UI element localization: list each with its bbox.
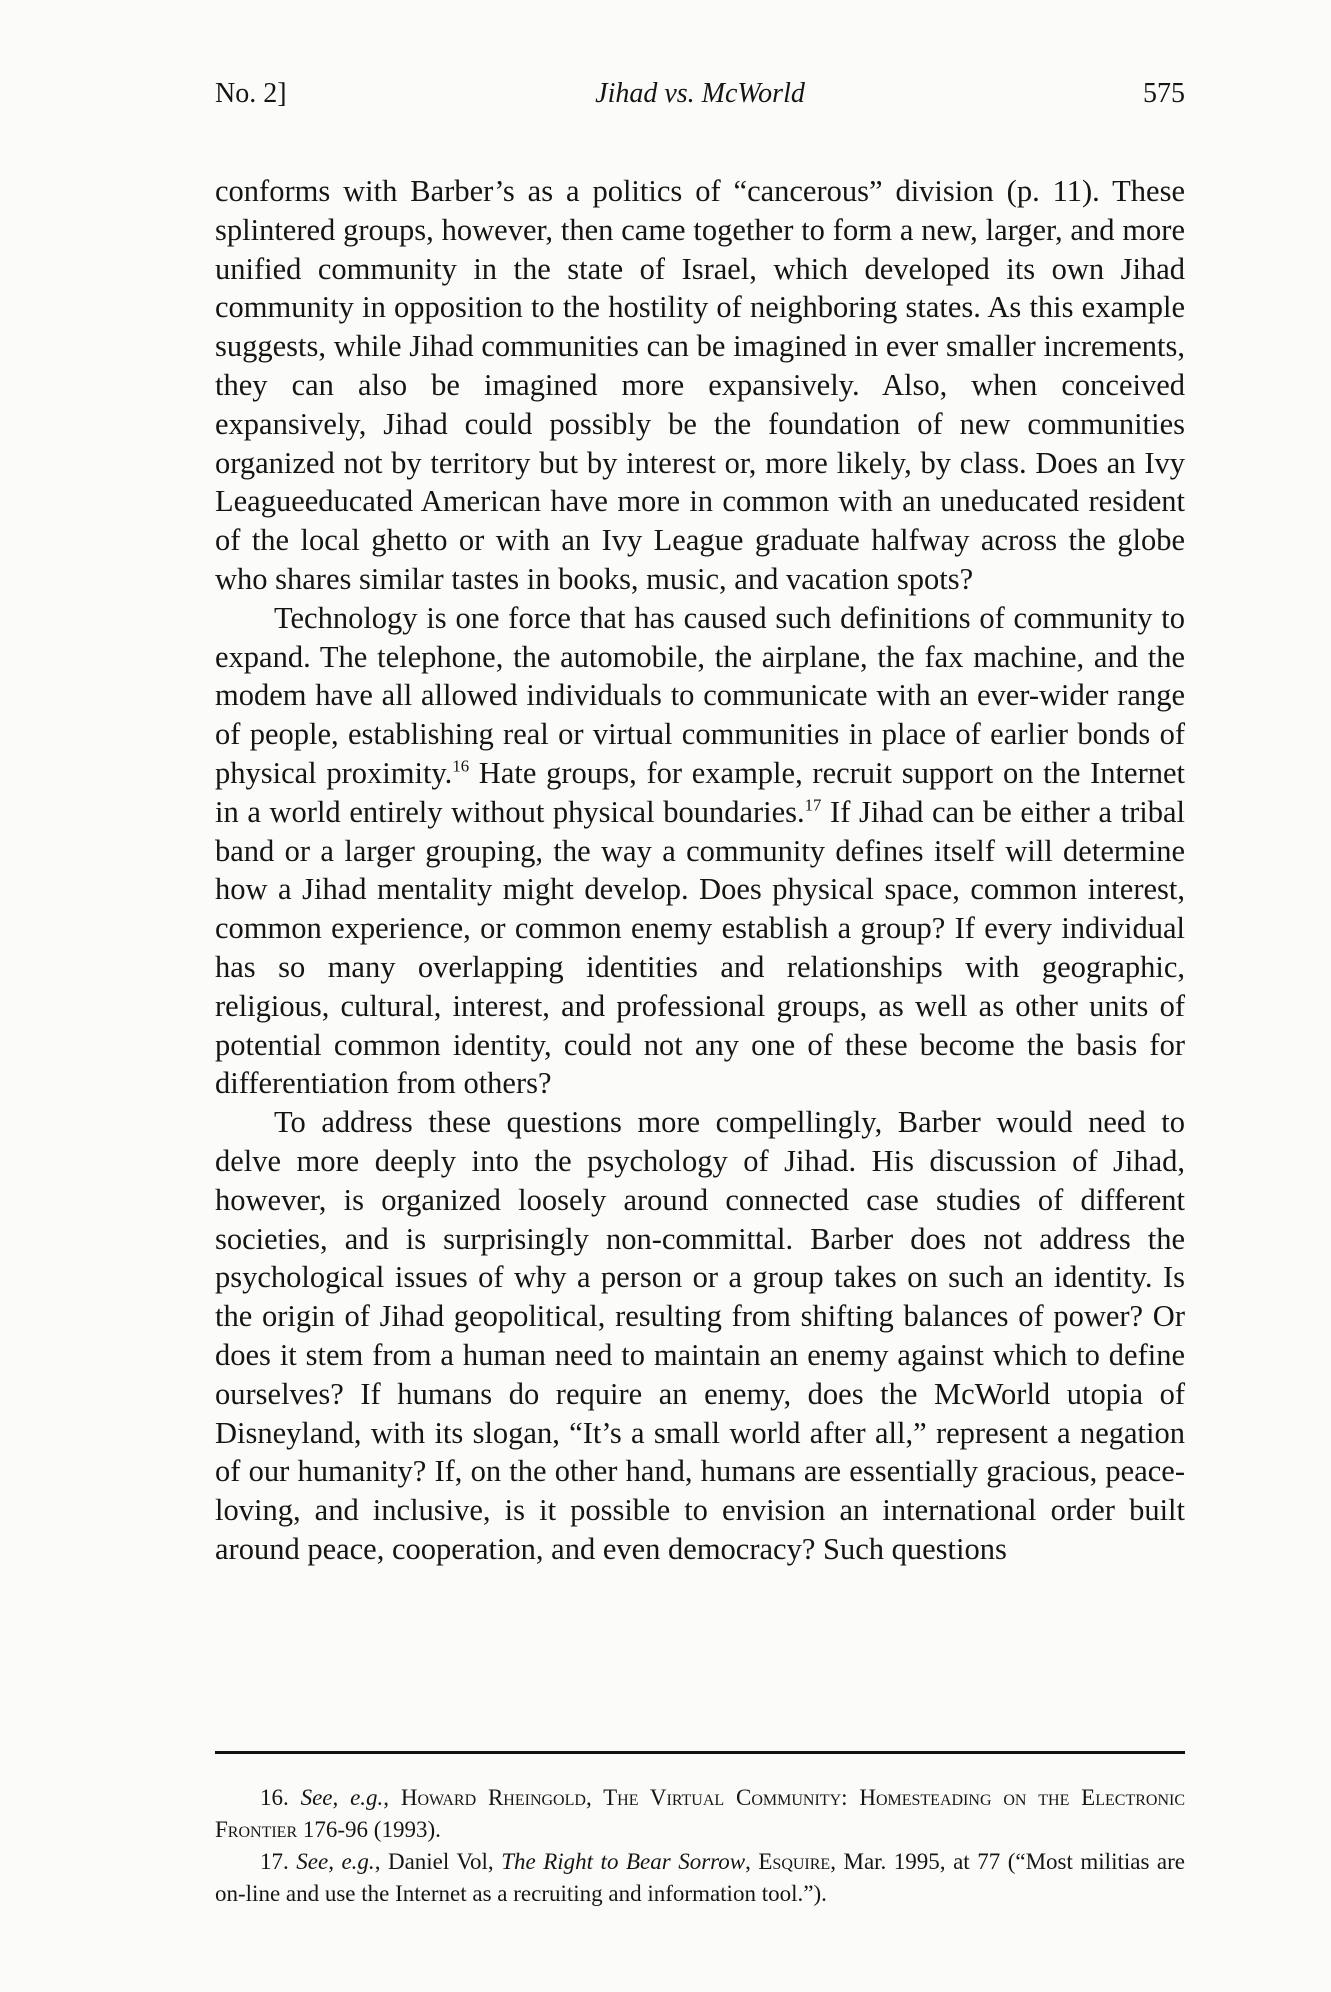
footnote-ref-16: 16: [452, 756, 470, 776]
footnote-16-citation: Howard Rheingold, The Virtual Community: Homesteading on the Electronic Frontier: [215, 1785, 1185, 1842]
page-number: 575: [1143, 78, 1185, 109]
footnotes: [215, 1782, 1185, 1910]
paragraph-2-part-c: If Jihad can be either a tribal band or a larger grouping, the way a community defines itself will determine how a Jihad mentality might develop. Does physical space, common interest, common experience, or common enemy establish a group? If every individual has so many overlapping identities and relationships with geographic, religious, cultural, interest, and professional groups, as well as other units of potential common identity, could not any one of these become the basis for differentiation from others?: [215, 794, 1185, 1101]
footnote-17-rest: , Mar. 1995, at 77 (“Most militias are on-line and use the Internet as a recruiting and information tool.”).: [215, 1849, 1186, 1906]
running-header: [215, 78, 1185, 118]
paragraph-2-part-b: Hate groups, for example, recruit support on the Internet in a world entirely without physical boundaries.: [215, 755, 1185, 829]
body-text: [215, 172, 1185, 1569]
footnote-17-source: Esquire: [758, 1849, 831, 1874]
paragraph-1: conforms with Barber’s as a politics of “cancerous” division (p. 11). These splintered groups, however, then came together to form a new, larger, and more unified community in the state of Israel, which developed its own Jihad community in opposition to the hostility of neighboring states. As this example suggests, while Jihad communities can be imagined in ever smaller increments, they can also be imagined more expansively. Also, when conceived expansively, Jihad could possibly be the foundation of new communities organized not by territory but by interest or, more likely, by class. Does an Ivy Leagueeducated American have more in common with an uneducated resident of the local ghetto or with an Ivy League graduate halfway across the globe who shares similar tastes in books, music, and vacation spots?: [215, 174, 1185, 596]
footnote-16-pages: 176-96 (1993).: [297, 1817, 441, 1842]
footnote-16-comma: ,: [383, 1785, 401, 1810]
footnote-17-signal: See, e.g.: [296, 1849, 375, 1874]
issue-number: No. 2]: [215, 78, 287, 109]
footnote-16-signal: See, e.g.: [300, 1785, 384, 1810]
running-title: Jihad vs. McWorld: [595, 78, 805, 109]
paragraph-2-part-a: Technology is one force that has caused such definitions of community to expand. The telephone, the automobile, the airplane, the fax machine, and the modem have all allowed individuals to communicate with an ever-wider range of people, establishing real or virtual communities in place of earlier bonds of physical proximity.: [215, 600, 1185, 790]
footnote-16-number: 16.: [260, 1785, 289, 1810]
footnote-divider: [215, 1751, 1185, 1754]
paragraph-2: [215, 599, 1185, 1103]
footnote-17: [215, 1846, 1185, 1910]
footnote-ref-17: 17: [804, 795, 822, 815]
paragraph-3: To address these questions more compellingly, Barber would need to delve more deeply into the psychology of Jihad. His discussion of Jihad, however, is organized loosely around connected case studies of different societies, and is surprisingly non-committal. Barber does not address the psychological issues of why a person or a group takes on such an identity. Is the origin of Jihad geopolitical, resulting from shifting balances of power? Or does it stem from a human need to maintain an enemy against which to define ourselves? If humans do require an enemy, does the McWorld utopia of Disneyland, with its slogan, “It’s a small world after all,” represent a negation of our humanity? If, on the other hand, humans are essentially gracious, peaceloving, and inclusive, is it possible to envision an international order built around peace, cooperation, and even democracy? Such questions: [215, 1105, 1185, 1566]
footnote-16: [215, 1782, 1185, 1846]
footnote-17-comma: ,: [745, 1849, 759, 1874]
footnote-17-title: The Right to Bear Sorrow: [501, 1849, 746, 1874]
footnote-17-number: 17.: [260, 1849, 289, 1874]
footnote-17-author: , Daniel Vol,: [374, 1849, 502, 1874]
